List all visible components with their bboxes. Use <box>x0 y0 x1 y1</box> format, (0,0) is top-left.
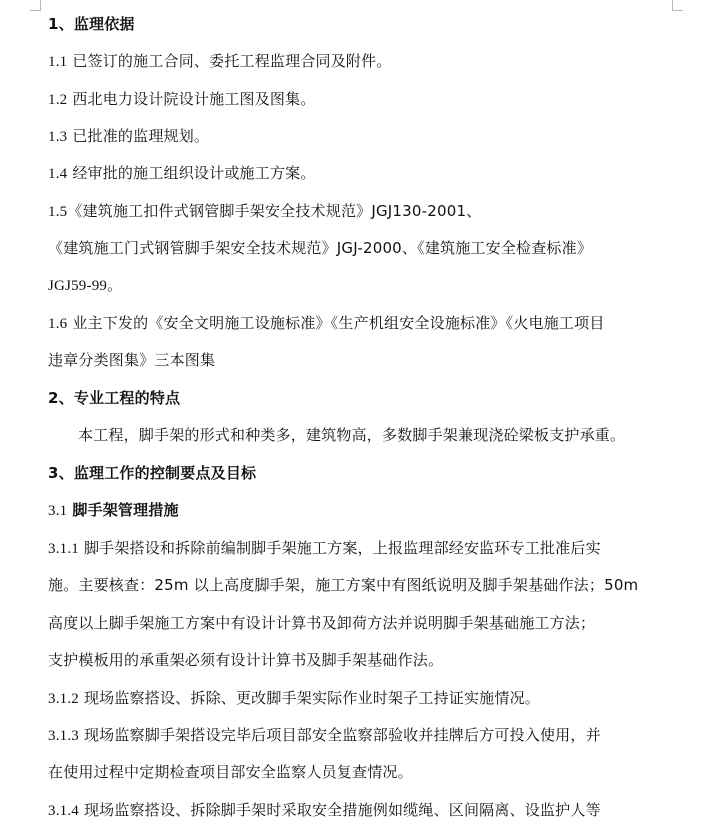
section-2-heading: 2、专业工程的特点 <box>48 389 181 407</box>
item-3-1-3-line-1 <box>48 725 601 746</box>
item-number: 1.5 <box>48 204 68 220</box>
item-1-6-line-1 <box>48 313 605 334</box>
item-1-2 <box>48 89 316 110</box>
section-2-paragraph: 本工程，脚手架的形式和种类多，建筑物高，多数脚手架兼现浇砼梁板支护承重。 <box>78 426 626 444</box>
item-text: 现场监察搭设、拆除、更改脚手架实际作业时架子工持证实施情况。 <box>83 689 540 707</box>
item-text: 现场监察搭设、拆除脚手架时采取安全措施例如缆绳、区间隔离、设监护人等 <box>83 801 601 819</box>
item-number: 3.1.4 <box>48 803 79 819</box>
item-1-4 <box>48 163 316 184</box>
item-1-6-line-2: 违章分类图集》三本图集 <box>48 351 216 369</box>
item-3-1-1-line-2: 施。主要核查：25m 以上高度脚手架，施工方案中有图纸说明及脚手架基础作法；50m <box>48 576 639 594</box>
item-text: 已批准的监理规划。 <box>72 127 210 145</box>
item-3-1-1-line-1 <box>48 538 601 559</box>
item-number: 1.3 <box>48 129 68 145</box>
item-3-1-1-line-3: 高度以上脚手架施工方案中有设计计算书及卸荷方法并说明脚手架基础施工方法； <box>48 614 596 632</box>
section-1-heading: 1、监理依据 <box>48 15 135 33</box>
item-number: 1.6 <box>48 316 68 332</box>
item-1-5-line-1 <box>48 201 481 222</box>
item-text: 西北电力设计院设计施工图及图集。 <box>72 90 316 108</box>
item-1-1 <box>48 51 392 72</box>
page-corner-mark-left <box>30 0 41 11</box>
item-number: 1.4 <box>48 166 68 182</box>
item-3-1-1-line-4: 支护模板用的承重架必须有设计计算书及脚手架基础作法。 <box>48 651 444 669</box>
item-text: 已签订的施工合同、委托工程监理合同及附件。 <box>72 52 392 70</box>
item-number: 1.2 <box>48 92 68 108</box>
item-3-1-2 <box>48 688 540 709</box>
item-number: 3.1.1 <box>48 541 79 557</box>
item-text: 业主下发的《安全文明施工设施标准》《生产机组安全设施标准》《火电施工项目 <box>72 314 605 332</box>
item-text: 经审批的施工组织设计或施工方案。 <box>72 164 316 182</box>
item-3-1-3-line-2: 在使用过程中定期检查项目部安全监察人员复查情况。 <box>48 763 413 781</box>
item-1-5-line-2: 《建筑施工门式钢管脚手架安全技术规范》JGJ-2000、《建筑施工安全检查标准》 <box>48 239 593 257</box>
item-text: 脚手架搭设和拆除前编制脚手架施工方案，上报监理部经安监环专工批准后实 <box>83 539 601 557</box>
item-number: 1.1 <box>48 54 68 70</box>
item-1-5-line-3: JGJ59-99。 <box>48 278 123 294</box>
subsection-number: 3.1 <box>48 503 68 519</box>
item-text: 《建筑施工扣件式钢管脚手架安全技术规范》JGJ130-2001、 <box>67 202 482 220</box>
item-number: 3.1.3 <box>48 728 79 744</box>
section-3-heading: 3、监理工作的控制要点及目标 <box>48 464 257 482</box>
page-corner-mark-right <box>672 0 683 11</box>
subsection-3-1-heading <box>48 500 179 521</box>
subsection-title: 脚手架管理措施 <box>72 501 179 519</box>
item-1-3 <box>48 126 209 147</box>
item-number: 3.1.2 <box>48 691 79 707</box>
item-text: 现场监察脚手架搭设完毕后项目部安全监察部验收并挂牌后方可投入使用，并 <box>83 726 601 744</box>
item-3-1-4 <box>48 800 601 821</box>
